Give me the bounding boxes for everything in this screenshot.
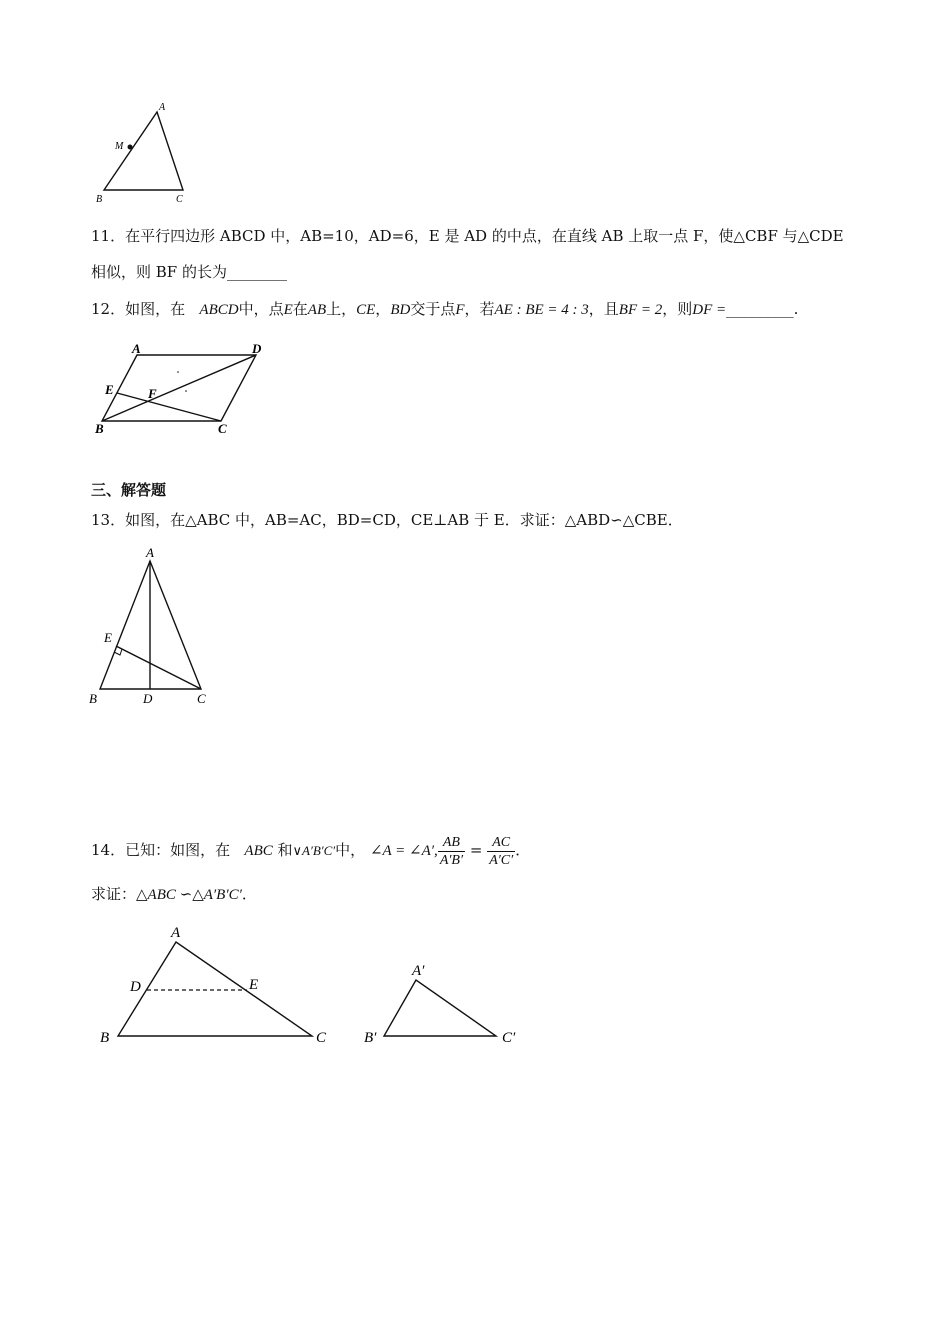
q12-ab: AB <box>307 302 327 318</box>
q14-prove-line <box>91 884 257 905</box>
frac1-num: AB <box>438 834 465 852</box>
q14-prove-prefix: 求证： <box>91 885 137 903</box>
q12-s2: 在 <box>292 300 308 318</box>
label-c: C <box>316 1030 327 1046</box>
q14-he: 和 <box>277 841 293 859</box>
q14-fraction-1 <box>438 834 465 869</box>
q12-s3: 上， <box>326 300 357 318</box>
label-c: C <box>197 691 206 706</box>
label-b-prime: B′ <box>364 1030 377 1046</box>
figure-q13-triangle <box>84 543 224 713</box>
q14-end: ． <box>515 841 531 859</box>
q14-angle: ∠A = ∠A′, <box>369 843 438 859</box>
label-b: B <box>95 421 104 436</box>
q12-shape: ABCD <box>199 302 239 318</box>
q14-zhong: 中， <box>335 841 366 859</box>
label-a-prime: A′ <box>412 963 425 979</box>
label-d: D <box>130 979 141 995</box>
q14-fraction-2 <box>487 834 515 869</box>
label-m: M <box>115 141 124 152</box>
label-f: F <box>148 386 157 401</box>
q12-end: . <box>793 300 799 318</box>
label-a: A <box>159 102 166 113</box>
label-b: B <box>100 1030 110 1046</box>
q13-text: 13．如图，在△ABC 中，AB=AC，BD=CD，CE⊥AB 于 E．求证：△ABD∽△CBE． <box>91 511 683 529</box>
q12-bf: BF = 2 <box>618 302 663 318</box>
q12-s7: ，且 <box>588 300 619 318</box>
label-e: E <box>249 977 259 993</box>
q12-f: F <box>455 302 465 318</box>
q14-text <box>91 830 530 871</box>
figure-q10-triangle <box>90 96 200 208</box>
q12-s8: ，则 <box>662 300 693 318</box>
q12-s5: 交于点 <box>410 300 456 318</box>
q12-prefix: 12．如图，在 <box>91 300 186 318</box>
frac1-den: A′B′ <box>439 852 464 868</box>
q14-prefix: 14．已知：如图，在 <box>91 841 231 859</box>
q12-text <box>91 299 798 320</box>
q14-abc2: ∨A′B′C′ <box>292 843 336 858</box>
q12-ratio: AE : BE = 4 : 3 <box>494 302 589 318</box>
q12-e: E <box>283 302 293 318</box>
q11-line-1: 11．在平行四边形 ABCD 中，AB=10，AD=6，E 是 AD 的中点，在直线 AB 上取一点 F，使△CBF 与△CDE <box>91 227 844 245</box>
label-c-prime: C′ <box>502 1030 516 1046</box>
q12-s6: ，若 <box>464 300 495 318</box>
label-a: A <box>171 925 181 941</box>
frac2-den: A′C′ <box>489 852 514 868</box>
label-c: C <box>176 194 183 205</box>
q14-abc: ABC <box>244 843 273 859</box>
q14-eq: = <box>469 841 483 859</box>
label-a: A <box>132 341 141 356</box>
label-c: C <box>218 421 227 436</box>
q12-s1: 中，点 <box>238 300 284 318</box>
q12-blank: _________ <box>726 300 794 318</box>
q12-s4: ， <box>375 300 391 318</box>
section-heading: 三、解答题 <box>91 481 167 499</box>
q12-bd: BD <box>390 302 411 318</box>
label-e: E <box>104 630 112 645</box>
label-b: B <box>89 691 97 706</box>
q12-ce: CE <box>356 302 376 318</box>
label-d: D <box>252 341 262 356</box>
q14-prove-end: ． <box>241 885 257 903</box>
q11-line-2: 相似，则 BF 的长为________ <box>91 263 287 281</box>
figure-q14-triangles <box>90 918 540 1058</box>
frac2-num: AC <box>487 834 515 852</box>
q12-df: DF = <box>692 302 727 318</box>
label-b: B <box>96 194 103 205</box>
label-a: A <box>146 545 154 560</box>
label-d: D <box>143 691 153 706</box>
figure-q12-parallelogram <box>90 338 280 438</box>
label-e: E <box>105 382 114 397</box>
q14-prove: △ABC ∽△A′B′C′ <box>136 887 242 903</box>
